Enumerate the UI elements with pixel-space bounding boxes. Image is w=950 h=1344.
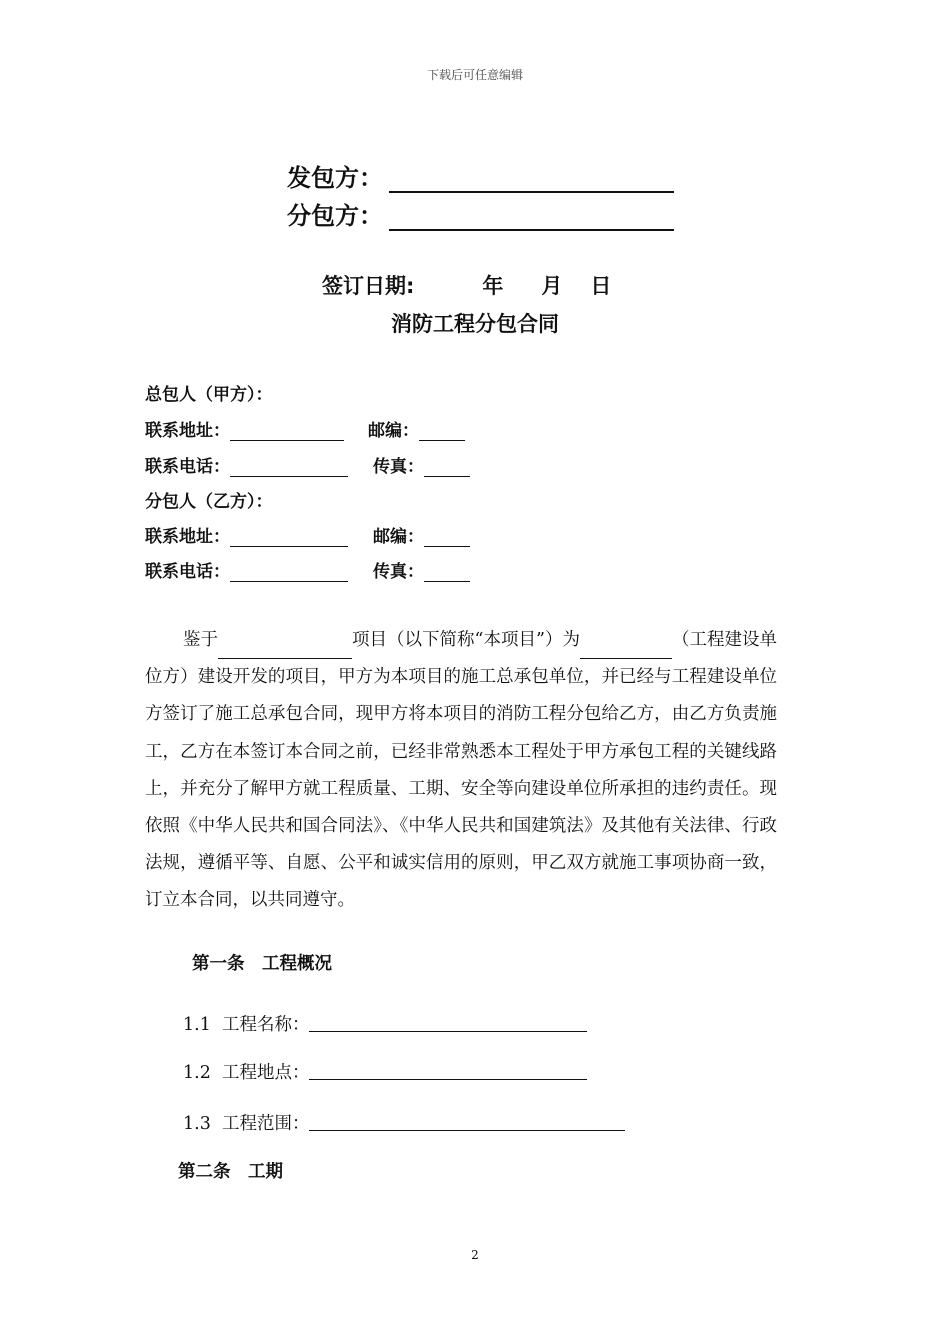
party-a-postcode-blank xyxy=(419,422,465,441)
clause-1-2 xyxy=(183,1059,587,1084)
party-b-postcode-label: 邮编： xyxy=(373,527,424,547)
clause-1-1 xyxy=(183,1011,587,1036)
party-a-heading: 总包人（甲方）： xyxy=(145,385,273,405)
clause-number: 1.3 xyxy=(183,1114,211,1134)
page-header: 下载后可任意编辑 xyxy=(426,68,523,82)
article2-heading: 第二条 工期 xyxy=(178,1162,283,1182)
owner-blank xyxy=(580,641,672,659)
party-a-phone-row xyxy=(145,452,470,477)
clause-label: 工程地点： xyxy=(221,1063,310,1083)
signing-date-month: 月 xyxy=(541,274,563,298)
preamble-part3: （工程建设单位方）建设开发的项目，甲方为本项目的施工总承包单位，并已经与工程建设单位方签订了施工总承包合同，现甲方将本项目的消防工程分包给乙方，由乙方负责施工，乙方在本签订本合同之前，已经非常熟悉本工程处于甲方承包工程的关键线路上，并充分了解甲方就工程质量、工期、安全等向建设单位所承担的违约责任。现依照《中华人民共和国合同法》、《中华人民共和国建筑法》及其他有关法律、行政法规，遵循平等、自愿、公平和诚实信用的原则，甲乙双方就施工事项协商一致，订立本合同，以共同遵守。 xyxy=(145,630,778,911)
contractor-line xyxy=(287,158,674,193)
party-a-address-label: 联系地址： xyxy=(145,421,230,441)
party-b-fax-label: 传真： xyxy=(373,562,424,582)
project-title-blank xyxy=(309,1031,587,1032)
party-b-address-blank xyxy=(230,528,348,547)
subcontractor-blank xyxy=(389,205,674,231)
contractor-label: 发包方： xyxy=(287,164,383,192)
party-a-phone-blank xyxy=(230,458,348,477)
project-location-blank xyxy=(309,1079,587,1080)
party-b-address-row xyxy=(145,522,470,547)
document-title: 消防工程分包合同 xyxy=(391,312,559,336)
party-a-postcode-label: 邮编： xyxy=(368,421,419,441)
party-b-phone-label: 联系电话： xyxy=(145,562,230,582)
party-b-address-label: 联系地址： xyxy=(145,527,230,547)
clause-1-3 xyxy=(183,1110,625,1135)
signing-date-label: 签订日期: xyxy=(322,274,415,298)
party-a-fax-label: 传真： xyxy=(373,457,424,477)
party-b-fax-blank xyxy=(424,563,470,582)
preamble-part2: 项目（以下简称“本项目”）为 xyxy=(352,630,580,650)
subcontractor-line xyxy=(287,196,674,231)
clause-label: 工程范围： xyxy=(221,1114,310,1134)
contractor-blank xyxy=(389,167,674,193)
party-a-phone-label: 联系电话： xyxy=(145,457,230,477)
party-b-postcode-blank xyxy=(424,528,470,547)
party-a-fax-blank xyxy=(424,458,470,477)
clause-number: 1.2 xyxy=(183,1063,211,1083)
project-name-blank xyxy=(218,641,352,659)
party-a-address-row xyxy=(145,416,465,441)
clause-label: 工程名称： xyxy=(221,1015,310,1035)
preamble-part1: 鉴于 xyxy=(183,630,219,650)
signing-date xyxy=(322,270,611,300)
party-b-heading: 分包人（乙方）： xyxy=(145,492,273,512)
project-scope-blank xyxy=(309,1130,625,1131)
signing-date-day: 日 xyxy=(590,274,612,298)
page-number: 2 xyxy=(471,1248,479,1262)
subcontractor-label: 分包方： xyxy=(287,202,383,230)
article1-heading: 第一条 工程概况 xyxy=(192,954,332,974)
party-a-address-blank xyxy=(230,422,344,441)
party-b-phone-blank xyxy=(230,563,348,582)
signing-date-year: 年 xyxy=(482,274,504,298)
party-b-phone-row xyxy=(145,557,470,582)
preamble-paragraph xyxy=(145,622,777,920)
clause-number: 1.1 xyxy=(183,1015,211,1035)
